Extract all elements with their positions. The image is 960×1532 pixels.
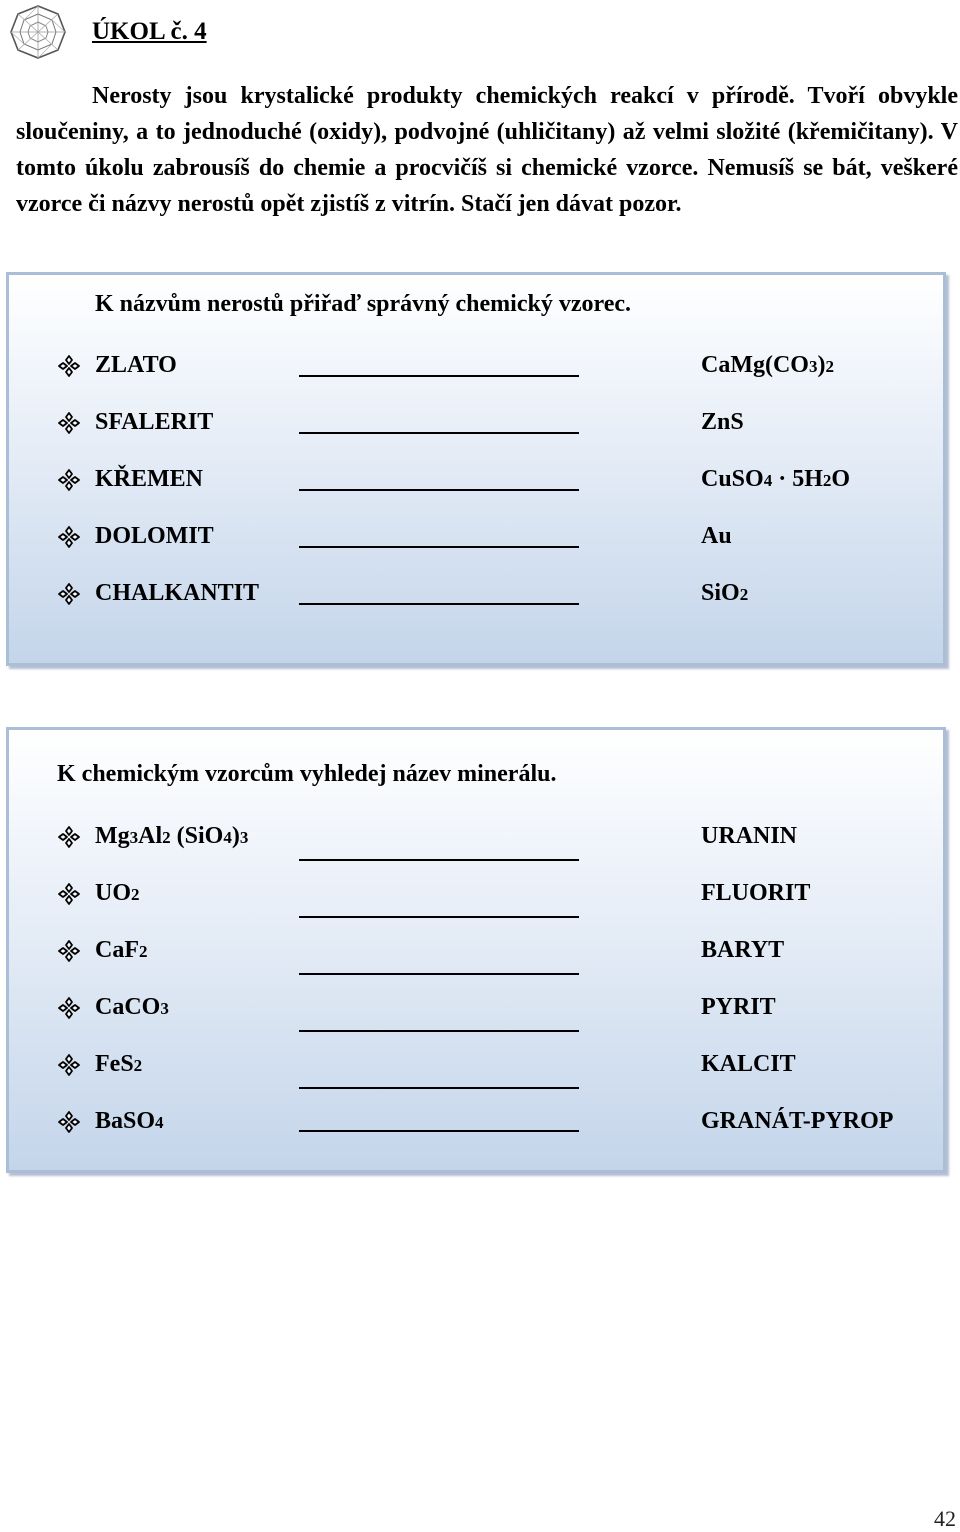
chemical-formula: CuSO4 · 5H2O — [701, 466, 851, 492]
task2-row — [9, 937, 943, 977]
diamond-bullet-icon — [57, 937, 81, 965]
answer-line[interactable] — [299, 375, 579, 377]
task2-box — [6, 727, 946, 1173]
intro-paragraph: Nerosty jsou krystalické produkty chemických reakcí v přírodě. Tvoří obvykle sloučeniny, a to jednoduché (oxidy), podvojné (uhličitany) až velmi složité (křemičitany). V tomto úkolu zabrousíš do chemie a procvičíš si chemické vzorce. Nemusíš se bát, veškeré vzorce či názvy nerostů opět zjistíš z vitrín. Stačí jen dávat pozor. — [16, 83, 958, 217]
chemical-formula: CaCO3 — [95, 994, 169, 1020]
task2-row — [9, 823, 943, 863]
mineral-name: BARYT — [701, 937, 785, 963]
mineral-name: ZLATO — [95, 352, 177, 378]
answer-line[interactable] — [299, 1087, 579, 1089]
diamond-bullet-icon — [57, 580, 81, 608]
mineral-name: GRANÁT-PYROP — [701, 1108, 894, 1134]
diamond-bullet-icon — [57, 523, 81, 551]
task2-row — [9, 880, 943, 920]
task2-row — [9, 1108, 943, 1148]
chemical-formula: CaF2 — [95, 937, 148, 963]
crystal-logo-icon — [8, 2, 68, 62]
diamond-bullet-icon — [57, 994, 81, 1022]
mineral-name: CHALKANTIT — [95, 580, 260, 606]
diamond-bullet-icon — [57, 823, 81, 851]
diamond-bullet-icon — [57, 1051, 81, 1079]
page-number: 42 — [934, 1506, 956, 1531]
diamond-bullet-icon — [57, 409, 81, 437]
answer-line[interactable] — [299, 489, 579, 491]
diamond-bullet-icon — [57, 1108, 81, 1136]
chemical-formula: UO2 — [95, 880, 140, 906]
chemical-formula: CaMg(CO3)2 — [701, 352, 834, 378]
diamond-bullet-icon — [57, 466, 81, 494]
mineral-name: KALCIT — [701, 1051, 796, 1077]
task2-instruction: K chemickým vzorcům vyhledej název minerálu. — [57, 761, 557, 787]
mineral-name: FLUORIT — [701, 880, 811, 906]
answer-line[interactable] — [299, 603, 579, 605]
answer-line[interactable] — [299, 973, 579, 975]
task2-row — [9, 994, 943, 1034]
task2-row — [9, 1051, 943, 1091]
chemical-formula: FeS2 — [95, 1051, 143, 1077]
chemical-formula: ZnS — [701, 409, 744, 435]
task-title: ÚKOL č. 4 — [92, 18, 207, 45]
task1-instruction: K názvům nerostů přiřaď správný chemický vzorec. — [95, 291, 632, 317]
mineral-name: PYRIT — [701, 994, 776, 1020]
task1-row — [9, 580, 943, 620]
mineral-name: DOLOMIT — [95, 523, 214, 549]
answer-line[interactable] — [299, 432, 579, 434]
answer-line[interactable] — [299, 1030, 579, 1032]
mineral-name: KŘEMEN — [95, 466, 203, 492]
task1-box — [6, 272, 946, 666]
mineral-name: URANIN — [701, 823, 797, 849]
answer-line[interactable] — [299, 859, 579, 861]
chemical-formula: Au — [701, 523, 732, 549]
answer-line[interactable] — [299, 546, 579, 548]
task1-row — [9, 466, 943, 506]
diamond-bullet-icon — [57, 352, 81, 380]
answer-line[interactable] — [299, 1130, 579, 1132]
task1-row — [9, 352, 943, 392]
mineral-name: SFALERIT — [95, 409, 214, 435]
chemical-formula: SiO2 — [701, 580, 749, 606]
diamond-bullet-icon — [57, 880, 81, 908]
chemical-formula: Mg3Al2 (SiO4)3 — [95, 823, 249, 849]
task1-row — [9, 409, 943, 449]
answer-line[interactable] — [299, 916, 579, 918]
chemical-formula: BaSO4 — [95, 1108, 164, 1134]
task1-row — [9, 523, 943, 563]
